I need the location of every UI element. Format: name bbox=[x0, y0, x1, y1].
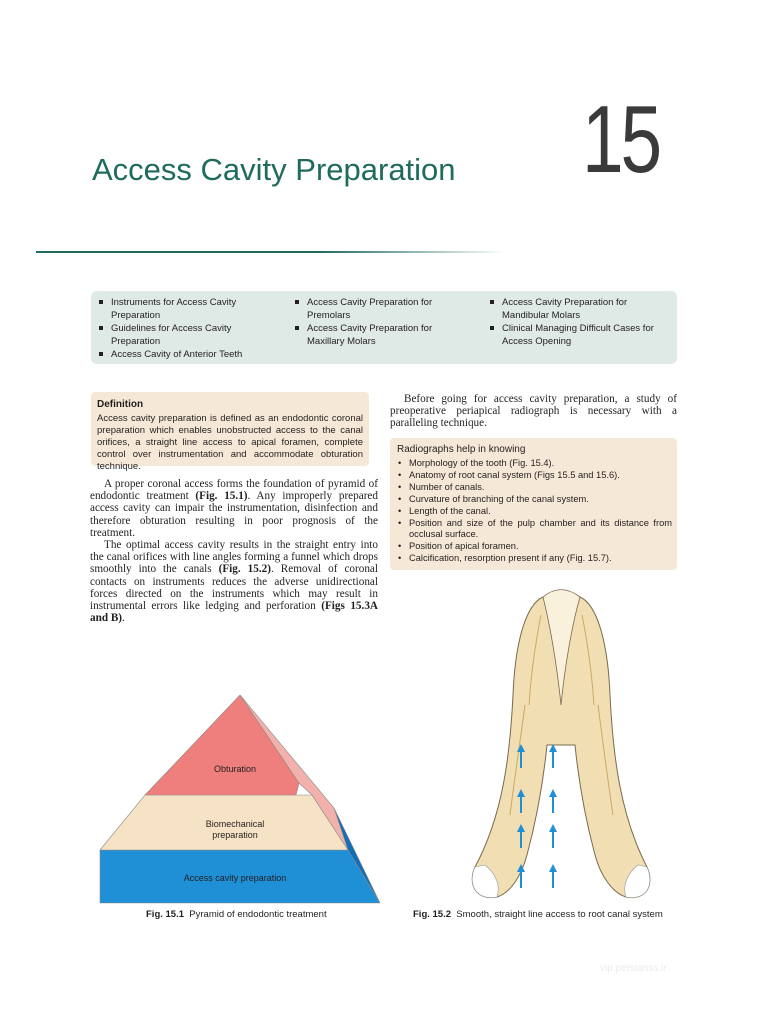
outline-item: Clinical Managing Difficult Cases for Access Opening bbox=[486, 322, 671, 348]
paragraph: The optimal access cavity results in the straight entry into the canal orifices with line angles forming a funnel which drops smoothly into the canals (Fig. 15.2). Removal of coronal contacts on instruments reduces the adverse unidirectional forces directed on the instruments which may result in instrumental errors like ledging and perforation (Figs 15.3A and B). bbox=[90, 539, 378, 625]
access-arrow-head bbox=[549, 824, 557, 832]
outline-item: Access Cavity of Anterior Teeth bbox=[95, 348, 275, 361]
list-item: • Number of canals. bbox=[397, 482, 672, 494]
chapter-title: Access Cavity Preparation bbox=[92, 152, 456, 187]
tooth-figure bbox=[455, 585, 670, 905]
pyramid-label-middle-1: Biomechanical bbox=[205, 819, 265, 829]
title-divider bbox=[36, 251, 506, 253]
outline-item: Instruments for Access Cavity Preparation bbox=[95, 296, 275, 322]
right-body-text bbox=[390, 393, 677, 430]
outline-item: Access Cavity Preparation for Mandibular Molars bbox=[486, 296, 671, 322]
access-arrow-head bbox=[549, 789, 557, 797]
figure-reference: (Fig. 15.1) bbox=[195, 490, 248, 503]
radiographs-heading: Radiographs help in knowing bbox=[397, 444, 526, 455]
outline-item: Access Cavity Preparation for Premolars bbox=[291, 296, 466, 322]
watermark: vip.persianss.ir bbox=[600, 963, 667, 974]
radiographs-list bbox=[397, 458, 672, 565]
outline-column-2 bbox=[291, 296, 466, 348]
figure-2-caption: Fig. 15.2 Smooth, straight line access to root canal system bbox=[413, 909, 663, 920]
list-item: • Position of apical foramen. bbox=[397, 541, 672, 553]
list-item: • Morphology of the tooth (Fig. 15.4). bbox=[397, 458, 672, 470]
figure-reference: (Figs 15.3A and B) bbox=[90, 600, 378, 625]
access-arrow-head bbox=[549, 864, 557, 872]
chapter-outline-box bbox=[91, 291, 677, 364]
list-item: • Calcification, resorption present if any (Fig. 15.7). bbox=[397, 553, 672, 565]
list-item: • Position and size of the pulp chamber and its distance from occlusal surface. bbox=[397, 518, 672, 542]
pyramid-label-top: Obturation bbox=[213, 764, 257, 774]
list-item: • Curvature of branching of the canal system. bbox=[397, 494, 672, 506]
pyramid-label-middle-2: preparation bbox=[212, 830, 258, 840]
radiographs-box bbox=[390, 438, 677, 570]
outline-item: Guidelines for Access Cavity Preparation bbox=[95, 322, 275, 348]
left-body-text bbox=[90, 478, 378, 624]
definition-heading: Definition bbox=[97, 399, 144, 410]
pyramid-figure bbox=[90, 690, 380, 905]
chapter-number: 15 bbox=[582, 86, 660, 193]
pyramid-label-base: Access cavity preparation bbox=[183, 873, 287, 883]
outline-column-3 bbox=[486, 296, 671, 348]
definition-box bbox=[91, 392, 369, 472]
outline-item: Access Cavity Preparation for Maxillary Molars bbox=[291, 322, 466, 348]
list-item: • Length of the canal. bbox=[397, 506, 672, 518]
figure-1-caption: Fig. 15.1 Pyramid of endodontic treatment bbox=[146, 909, 327, 920]
list-item: • Anatomy of root canal system (Figs 15.5 and 15.6). bbox=[397, 470, 672, 482]
outline-column-1 bbox=[95, 296, 275, 361]
definition-text: Access cavity preparation is defined as an endodontic coronal preparation which enables unobstructed access to the canal orifices, a straight line access to apical foramen, complete control over instrumentation and accommodate obturation technique. bbox=[97, 413, 363, 472]
paragraph: A proper coronal access forms the foundation of pyramid of endodontic treatment (Fig. 15.1). Any improperly prepared access cavity can impair the instrumentation, disinfection and therefore obturation resulting in poor prognosis of the treatment. bbox=[90, 478, 378, 539]
paragraph: Before going for access cavity preparation, a study of preoperative periapical radiograph is necessary with a paralleling technique. bbox=[390, 393, 677, 430]
figure-reference: (Fig. 15.2) bbox=[218, 563, 271, 576]
